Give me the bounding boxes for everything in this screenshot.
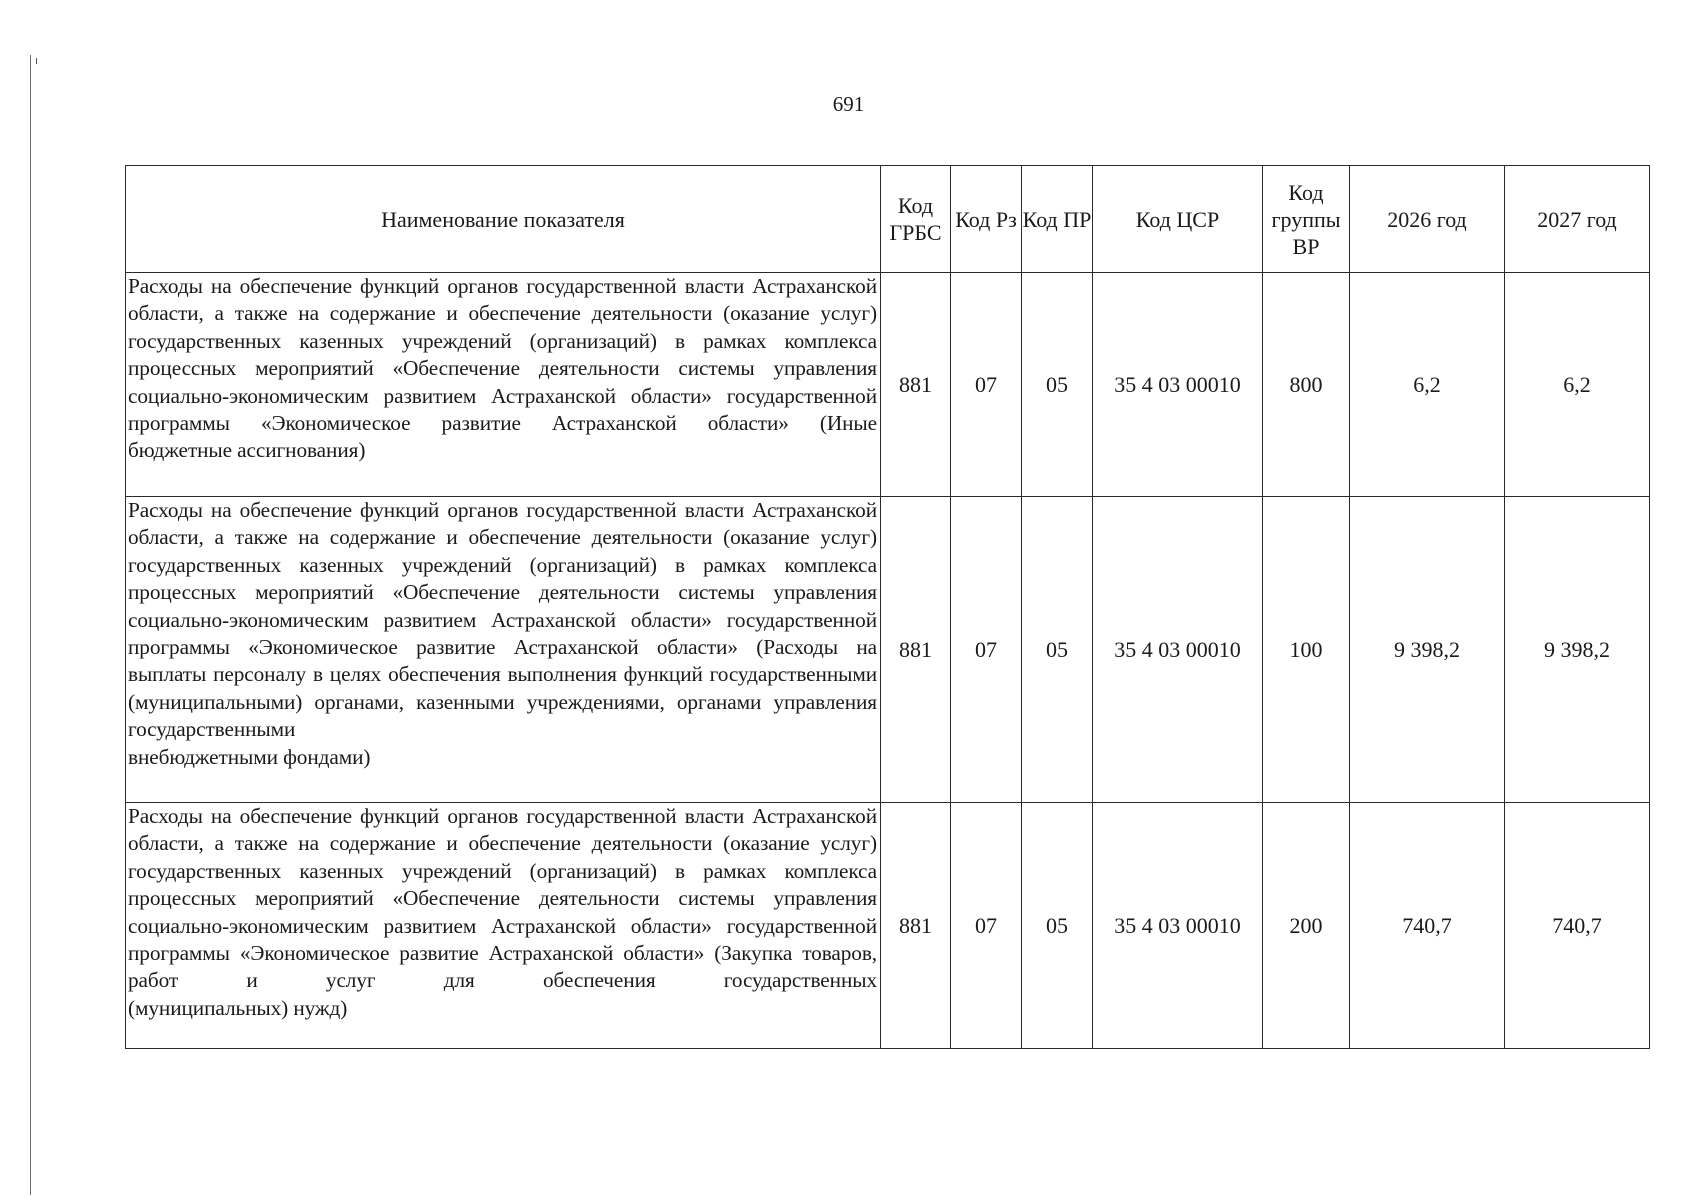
cell-rz: 07: [951, 273, 1022, 497]
cell-vr: 800: [1263, 273, 1350, 497]
header-rz: Код Рз: [951, 166, 1022, 273]
header-csr: Код ЦСР: [1093, 166, 1263, 273]
cell-pr: 05: [1022, 803, 1093, 1049]
budget-table: [125, 165, 1650, 1049]
row-name-text: Расходы на обеспечение функций органов государственной власти Астраханской области, а также на содержание и обеспечение деятельности (оказание услуг) государственных казенных учреждений (организаций) в рамках комплекса процессных мероприятий «Обеспечение деятельности системы управления социально-экономическим развитием Астраханской области» государственной программы «Экономическое развитие Астраханской области» (Расходы на выплаты персоналу в целях обеспечения выполнения функций государственными (муниципальными) органами, казенными учреждениями, органами управления государственными: [128, 498, 877, 742]
table-header-row: [126, 166, 1650, 273]
row-name-text: Расходы на обеспечение функций органов государственной власти Астраханской области, а также на содержание и обеспечение деятельности (оказание услуг) государственных казенных учреждений (организаций) в рамках комплекса процессных мероприятий «Обеспечение деятельности системы управления социально-экономическим развитием Астраханской области» государственной программы «Экономическое развитие Астраханской области» (Закупка товаров, работ и услуг для обеспечения государственных: [128, 804, 877, 993]
row-name-cell: [126, 803, 881, 1049]
cell-2027: 6,2: [1505, 273, 1650, 497]
cell-rz: 07: [951, 497, 1022, 803]
cell-2027: 740,7: [1505, 803, 1650, 1049]
cell-vr: 200: [1263, 803, 1350, 1049]
cell-csr: 35 4 03 00010: [1093, 803, 1263, 1049]
row-name-tail: внебюджетными фондами): [128, 744, 371, 769]
row-name-text: Расходы на обеспечение функций органов государственной власти Астраханской области, а также на содержание и обеспечение деятельности (оказание услуг) государственных казенных учреждений (организаций) в рамках комплекса процессных мероприятий «Обеспечение деятельности системы управления социально-экономическим развитием Астраханской области» государственной программы «Экономическое развитие Астраханской области» (Иные: [128, 274, 877, 436]
row-name-tail: бюджетные ассигнования): [128, 438, 366, 463]
cell-grbs: 881: [881, 803, 951, 1049]
cell-vr: 100: [1263, 497, 1350, 803]
cell-2026: 9 398,2: [1350, 497, 1505, 803]
table-row: [126, 273, 1650, 497]
row-name-tail: (муниципальных) нужд): [128, 995, 348, 1020]
scan-edge-line: [30, 55, 31, 1195]
table-row: [126, 803, 1650, 1049]
header-pr: Код ПР: [1022, 166, 1093, 273]
table-row: [126, 497, 1650, 803]
cell-rz: 07: [951, 803, 1022, 1049]
scan-edge-mark: [36, 58, 37, 64]
cell-grbs: 881: [881, 273, 951, 497]
cell-2026: 6,2: [1350, 273, 1505, 497]
cell-csr: 35 4 03 00010: [1093, 497, 1263, 803]
page-number: 691: [832, 92, 865, 116]
header-2026: 2026 год: [1350, 166, 1505, 273]
header-name: Наименование показателя: [126, 166, 881, 273]
header-grbs: Код ГРБС: [881, 166, 951, 273]
cell-2026: 740,7: [1350, 803, 1505, 1049]
header-2027: 2027 год: [1505, 166, 1650, 273]
row-name-cell: [126, 273, 881, 497]
row-name-cell: [126, 497, 881, 803]
cell-grbs: 881: [881, 497, 951, 803]
cell-csr: 35 4 03 00010: [1093, 273, 1263, 497]
cell-pr: 05: [1022, 497, 1093, 803]
header-vr: Код группы ВР: [1263, 166, 1350, 273]
cell-pr: 05: [1022, 273, 1093, 497]
cell-2027: 9 398,2: [1505, 497, 1650, 803]
